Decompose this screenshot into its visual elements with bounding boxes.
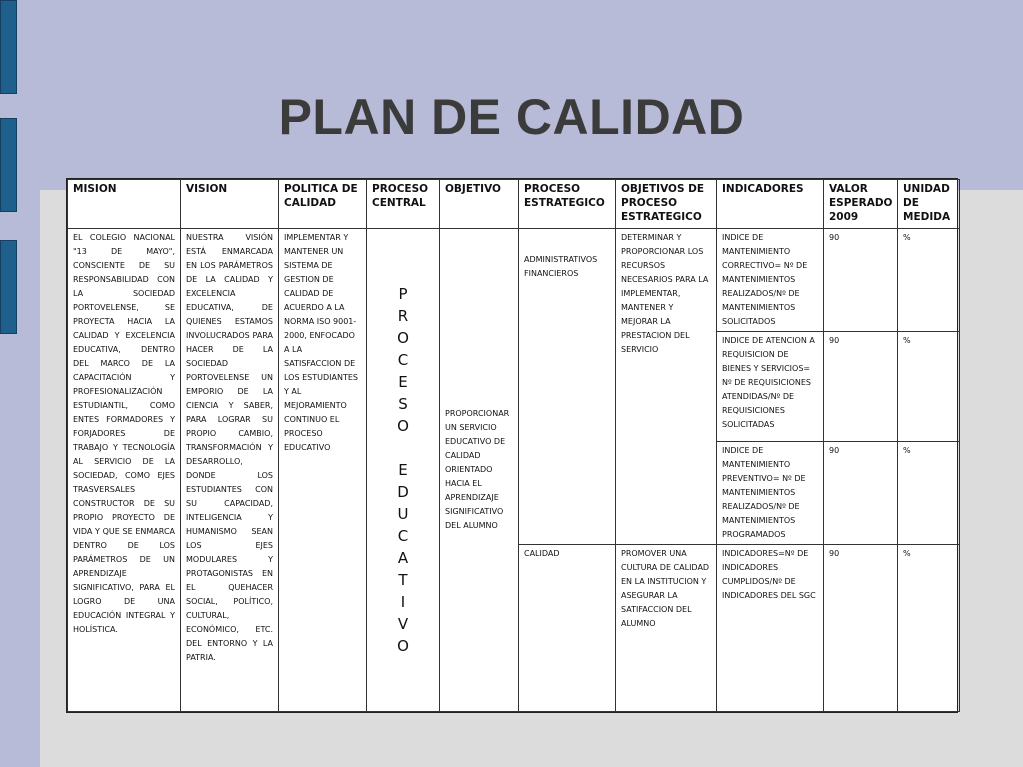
proceso-central-letter: C <box>397 527 409 545</box>
proceso-central-letter: O <box>397 417 409 435</box>
header-proceso-central: PROCESO CENTRAL <box>367 180 440 229</box>
slide-title: PLAN DE CALIDAD <box>278 89 745 145</box>
valor-cell: 90 <box>824 545 898 712</box>
proceso-central-letter: S <box>398 395 408 413</box>
politica-cell: IMPLEMENTAR Y MANTENER UN SISTEMA DE GESTION DE CALIDAD DE ACUERDO A LA NORMA ISO 9001-2000, ENFOCADO A LA SATISFACCION DE LOS ESTUDIANTES Y AL MEJORAMIENTO CONTINUO EL PROCESO EDUCATIVO <box>279 229 367 712</box>
quality-plan-table <box>66 178 958 713</box>
proceso-central-cell <box>367 229 440 712</box>
proceso-central-letter: I <box>400 593 406 611</box>
header-vision: VISION <box>181 180 279 229</box>
header-unidad: UNIDAD DE MEDIDA <box>898 180 960 229</box>
proceso-central-letter: D <box>397 483 409 501</box>
proceso-central-letter: U <box>397 505 409 523</box>
proceso-central-letter: T <box>398 571 408 589</box>
valor-cell: 90 <box>824 442 898 545</box>
header-objetivo: OBJETIVO <box>440 180 519 229</box>
left-decorative-tab <box>0 240 17 334</box>
proceso-central-letter: V <box>397 615 409 633</box>
header-indicadores: INDICADORES <box>717 180 824 229</box>
proceso-central-letter: O <box>397 329 409 347</box>
proceso-central-letter: C <box>397 351 409 369</box>
mision-cell: EL COLEGIO NACIONAL "13 DE MAYO", CONSCIENTE DE SU RESPONSABILIDAD CON LA SOCIEDAD PORTOVELENSE, SE PROYECTA HACIA LA CALIDAD Y EXCELENCIA EDUCATIVA, DENTRO DEL MARCO DE LA CAPACITACIÓN Y PROFESIONALIZACIÓN ESTUDIANTIL, COMO ENTES FORMADORES Y FORJADORES DE TRABAJO Y TECNOLOGÍA AL SERVICIO DE LA SOCIEDAD, COMO EJES TRASVERSALES CONSTRUCTOR DE SU PROPIO PROYECTO DE VIDA Y QUE SE ENMARCA DENTRO DE LOS PARÁMETROS DE UN APRENDIZAJE SIGNIFICATIVO, PARA EL LOGRO DE UNA EDUCACIÓN INTEGRAL Y HOLÍSTICA. <box>68 229 181 712</box>
proceso-central-letter: E <box>398 373 408 391</box>
proceso-central-letter: R <box>397 307 409 325</box>
objetivo-estrategico-cell: DETERMINAR Y PROPORCIONAR LOS RECURSOS NECESARIOS PARA LA IMPLEMENTAR, MANTENER Y MEJORAR LA PRESTACION DEL SERVICIO <box>616 229 717 545</box>
vision-cell: NUESTRA VISIÓN ESTÁ ENMARCADA EN LOS PARÁMETROS DE LA CALIDAD Y EXCELENCIA EDUCATIVA, DE QUIENES ESTAMOS INVOLUCRADOS PARA HACER DE LA SOCIEDAD PORTOVELENSE UN EMPORIO DE LA CIENCIA Y SABER, PARA LOGRAR SU PROPIO CAMBIO, TRANSFORMACIÓN Y DESARROLLO, DONDE LOS ESTUDIANTES CON SU CAPACIDAD, INTELIGENCIA Y HUMANISMO SEAN LOS EJES MODULARES Y PROTAGONISTAS EN EL QUEHACER SOCIAL, POLÍTICO, CULTURAL, ECONÓMICO, ETC. DEL ENTORNO Y LA PATRIA. <box>181 229 279 712</box>
header-valor: VALOR ESPERADO 2009 <box>824 180 898 229</box>
indicador-cell: INDICE DE MANTENIMIENTO CORRECTIVO= Nº DE MANTENIMIENTOS REALIZADOS/Nº DE MANTENIMIENTOS SOLICITADOS <box>717 229 824 332</box>
proceso-estrategico-text: ADMINISTRATIVOS FINANCIEROS <box>524 255 598 278</box>
header-mision: MISION <box>68 180 181 229</box>
table-row <box>68 229 960 332</box>
indicador-cell: INDICE DE ATENCION A REQUISICION DE BIENES Y SERVICIOS= Nº DE REQUISICIONES ATENDIDAS/Nº DE REQUISICIONES SOLICITADAS <box>717 332 824 442</box>
proceso-estrategico-cell <box>519 229 616 545</box>
proceso-central-letter: E <box>398 461 408 479</box>
indicador-cell: INDICADORES=Nº DE INDICADORES CUMPLIDOS/Nº DE INDICADORES DEL SGC <box>717 545 824 712</box>
objetivo-estrategico-cell: PROMOVER UNA CULTURA DE CALIDAD EN LA INSTITUCION Y ASEGURAR LA SATIFACCION DEL ALUMNO <box>616 545 717 712</box>
unidad-cell: % <box>898 229 960 332</box>
unidad-cell: % <box>898 332 960 442</box>
proceso-central-letter: O <box>397 637 409 655</box>
header-objetivos-estrategico: OBJETIVOS DE PROCESO ESTRATEGICO <box>616 180 717 229</box>
header-proceso-estrategico: PROCESO ESTRATEGICO <box>519 180 616 229</box>
unidad-cell: % <box>898 442 960 545</box>
objetivo-cell: PROPORCIONAR UN SERVICIO EDUCATIVO DE CALIDAD ORIENTADO HACIA EL APRENDIZAJE SIGNIFICATIVO DEL ALUMNO <box>440 229 519 712</box>
left-decorative-tab <box>0 0 17 94</box>
valor-cell: 90 <box>824 229 898 332</box>
proceso-estrategico-cell: CALIDAD <box>519 545 616 712</box>
proceso-central-letter: P <box>398 285 408 303</box>
header-politica: POLITICA DE CALIDAD <box>279 180 367 229</box>
table-header-row <box>68 180 960 229</box>
valor-cell: 90 <box>824 332 898 442</box>
indicador-cell: INDICE DE MANTENIMIENTO PREVENTIVO= Nº DE MANTENIMIENTOS REALIZADOS/Nº DE MANTENIMIENTOS PROGRAMADOS <box>717 442 824 545</box>
proceso-central-letter <box>372 437 434 459</box>
unidad-cell: % <box>898 545 960 712</box>
proceso-central-letter: A <box>397 549 409 567</box>
